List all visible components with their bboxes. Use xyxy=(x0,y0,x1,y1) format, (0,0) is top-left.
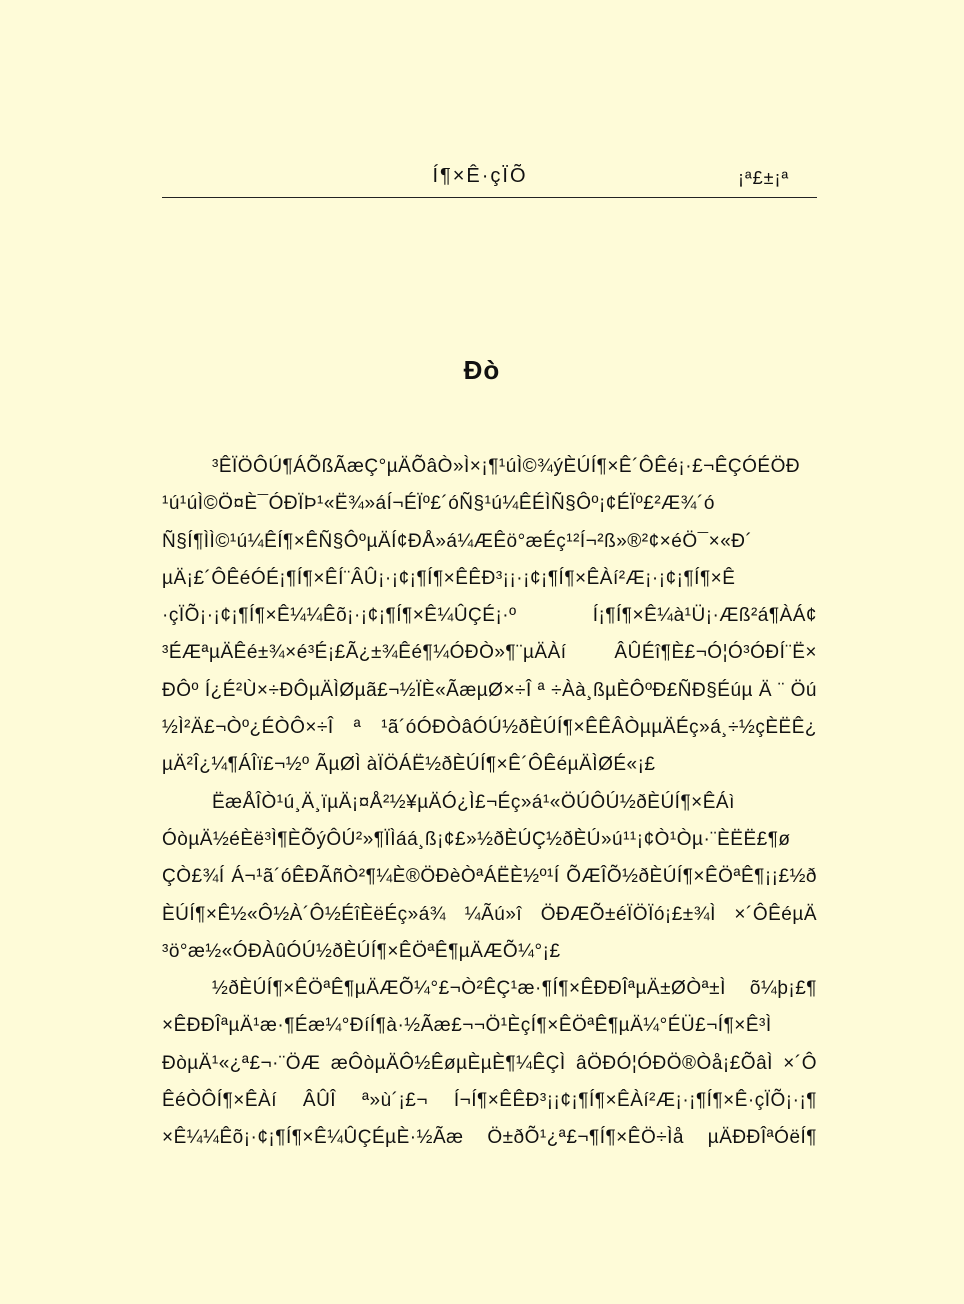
header-divider-line xyxy=(162,197,817,198)
text-line: Ñ§Í¶ÌÌ©¹ú¼ÊÍ¶×ÊÑ§ÔºµÄÍ¢ÐÅ»á¼ÆÊö°æÉç¹²Í¬²ß»®²¢×éÖ¯×«Ð´ xyxy=(162,530,753,552)
text-line: ×Ê¼¼Êõ¡·¢¡¶Í¶×Ê¼ÛÇÉµÈ·½Ãæ Ö±ðÕ¹¿ª£¬¶Í¶×ÊÖ÷Ìå µÄÐÐÎªÓëÍ¶ xyxy=(162,1127,817,1149)
text-line: ÈÚÍ¶×Ê½«Ô½À´Ô½ÉîÈëÉç»á¾ ¼Ãú»î ÖÐÆÕ±éÏÖÏó¡£±¾Ì ×´ÔÊéµÄ xyxy=(162,903,817,925)
text-line: ÊéÒÔÍ¶×ÊÀí ÂÛÎ ª»ù´¡£¬ Í¬Í¶×ÊÊÐ³¡¡¢¡¶Í¶×ÊÀí²Æ¡·¡¶Í¶×Ê·çÏÕ¡·¡¶ xyxy=(162,1090,817,1112)
text-line: ·çÏÕ¡·¡¢¡¶Í¶×Ê¼¼Êõ¡·¡¢¡¶Í¶×Ê¼ÛÇÉ¡·º Í¡¶Í¶×Ê¼à¹Ü¡·Æß²á¶ÀÁ¢ xyxy=(162,605,817,627)
body-text xyxy=(162,448,817,1157)
text-line: ËæÅÎÒ¹ú¸Ä¸ïµÄ¡¤Å²½¥µÄÓ¿Ì£¬Éç»á¹«ÖÚÔÚ½ðÈÚÍ¶×ÊÁì xyxy=(212,791,735,813)
text-line: ¹ú¹úÌ©Ö¤È¯ÓÐÏÞ¹«Ë¾»áÍ¬ÉÏº£´óÑ§¹ú¼ÊÉÌÑ§Ôº¡¢ÉÏº£²Æ¾´ó xyxy=(162,493,715,515)
text-line: ÐÔº Í¿É²Ù×÷ÐÔµÄÌØµã£¬½ÏÈ«ÃæµØ×÷Î ª ÷Àà¸ßµÈÔºÐ£ÑÐ§Éúµ Ä ¨ Öú xyxy=(162,679,817,701)
text-line: ÓòµÄ½éÈë³Ì¶ÈÕýÔÚ²»¶ÏÌáá¸ß¡¢£»½ðÈÚÇ½ðÈÚ»ú¹¹¡¢Ò¹Òµ·¨ÈËË£¶ø xyxy=(162,828,791,850)
text-line: ³ÊÏÖÔÚ¶ÁÕßÃæÇ°µÄÕâÒ»Ì×¡¶¹úÌ©¾ýÈÚÍ¶×Ê´ÔÊé¡·£¬ÊÇÓÉÖÐ xyxy=(212,456,801,477)
text-line: ×ÊÐÐÎªµÄ¹æ·¶Éæ¼°ÐíÍ¶à·½Ãæ£¬¬Ö¹ÈçÍ¶×ÊÖªÊ¶µÄ¼°ÉÜ£¬Í¶×Ê³Ì xyxy=(162,1015,772,1037)
page-number-marker: ¡ª£±¡ª xyxy=(738,168,790,188)
chapter-heading: Ðò xyxy=(463,355,501,385)
running-header-title: Í¶×Ê·çÏÕ xyxy=(432,165,528,187)
text-line: ÐòµÄ¹«¿ª£¬·¨ÖÆ æÔòµÄÔ½ÊøµÈµÈ¶¼ÊÇÌ âÖÐÓ¦ÓÐÖ®Òå¡£ÕâÌ ×´Ô xyxy=(162,1052,817,1074)
text-line: ³ö°æ½«ÓÐÀûÓÚ½ðÈÚÍ¶×ÊÖªÊ¶µÄÆÕ¼°¡£ xyxy=(162,940,561,962)
text-line: ³ÉÆªµÄÊé±¾×é³É¡£Ã¿±¾Êé¶¼ÓÐÒ»¶¨µÄÀí ÂÛÉî¶È£¬Ó¦Ó³ÓÐÍ¨Ë× xyxy=(162,642,817,664)
text-line: µÄ²Î¿¼¶ÁÎï£¬½º ÃµØÌ àÏÖÁË½ðÈÚÍ¶×Ê´ÔÊéµÄÌØÉ«¡£ xyxy=(162,754,656,776)
text-line: ÇÒ£¾Í Á¬¹ã´óÊÐÃñÒ²¶¼È®ÖÐèÒªÁËÈ½º¹Í ÕÆÎÕ½ðÈÚÍ¶×ÊÖªÊ¶¡¡£½ð xyxy=(162,866,817,888)
text-line: ½ðÈÚÍ¶×ÊÖªÊ¶µÄÆÕ¼°£¬Ò²ÊÇ¹æ·¶Í¶×ÊÐÐÎªµÄ±ØÒª±Ì õ¼þ¡£¶ xyxy=(212,978,817,1000)
text-line: ½Ì²Ä£¬Òº¿ÉÒÔ×÷Î ª ¹ã´óÓÐÒâÓÚ½ðÈÚÍ¶×ÊÊÂÒµµÄÉç»á¸÷½çÈËÊ¿ xyxy=(162,717,817,739)
text-line: µÄ¡£´ÔÊéÓÉ¡¶Í¶×ÊÍ¨ÂÛ¡·¡¢¡¶Í¶×ÊÊÐ³¡¡·¡¢¡¶Í¶×ÊÀí²Æ¡·¡¢¡¶Í¶×Ê xyxy=(162,567,736,589)
